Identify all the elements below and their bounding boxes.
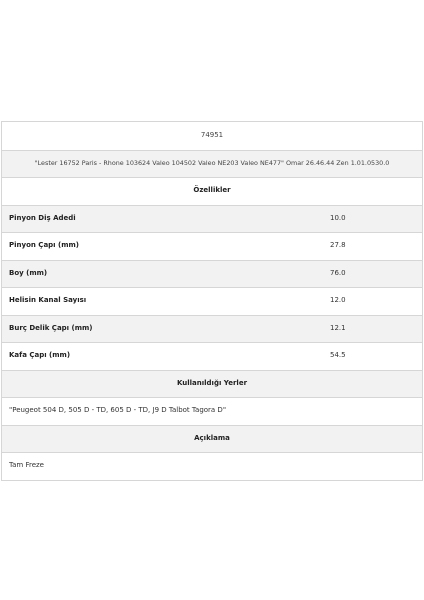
spec-value: 54.5 (330, 351, 346, 360)
spec-value: 76.0 (330, 268, 346, 277)
product-code: 74951 (200, 130, 224, 139)
usage-header (2, 370, 422, 398)
spec-row (2, 232, 422, 260)
spec-row (2, 342, 422, 370)
usage-row (2, 397, 422, 425)
spec-label: Helisin Kanal Sayısı (9, 296, 87, 305)
product-code-row (2, 122, 422, 150)
features-header (2, 177, 422, 205)
spec-label: Pinyon Diş Adedi (9, 213, 76, 222)
spec-value: 27.8 (330, 241, 346, 250)
spec-label: Pinyon Çapı (mm) (9, 241, 79, 250)
cross-references: "Lester 16752 Paris - Rhone 103624 Valeo 104502 Valeo NE203 Valeo NE477" Omar 26.46.44 Zen 1.01.0530.0 (34, 159, 390, 168)
product-spec-table (1, 121, 423, 481)
spec-label: Burç Delik Çapı (mm) (9, 323, 93, 332)
usage-text: "Peugeot 504 D, 505 D - TD, 605 D - TD, J9 D Talbot Tagora D" (9, 406, 227, 415)
description-header-label: Açıklama (194, 433, 230, 442)
cross-reference-row (2, 150, 422, 178)
spec-label: Boy (mm) (9, 268, 48, 277)
description-row (2, 452, 422, 480)
description-header (2, 425, 422, 453)
features-header-label: Özellikler (193, 186, 231, 195)
spec-row (2, 287, 422, 315)
spec-row (2, 315, 422, 343)
spec-row (2, 260, 422, 288)
spec-value: 12.1 (330, 323, 346, 332)
spec-value: 10.0 (330, 213, 346, 222)
description-text: Tam Freze (9, 461, 44, 470)
spec-value: 12.0 (330, 296, 346, 305)
usage-header-label: Kullanıldığı Yerler (176, 378, 248, 387)
spec-row (2, 205, 422, 233)
spec-label: Kafa Çapı (mm) (9, 351, 71, 360)
